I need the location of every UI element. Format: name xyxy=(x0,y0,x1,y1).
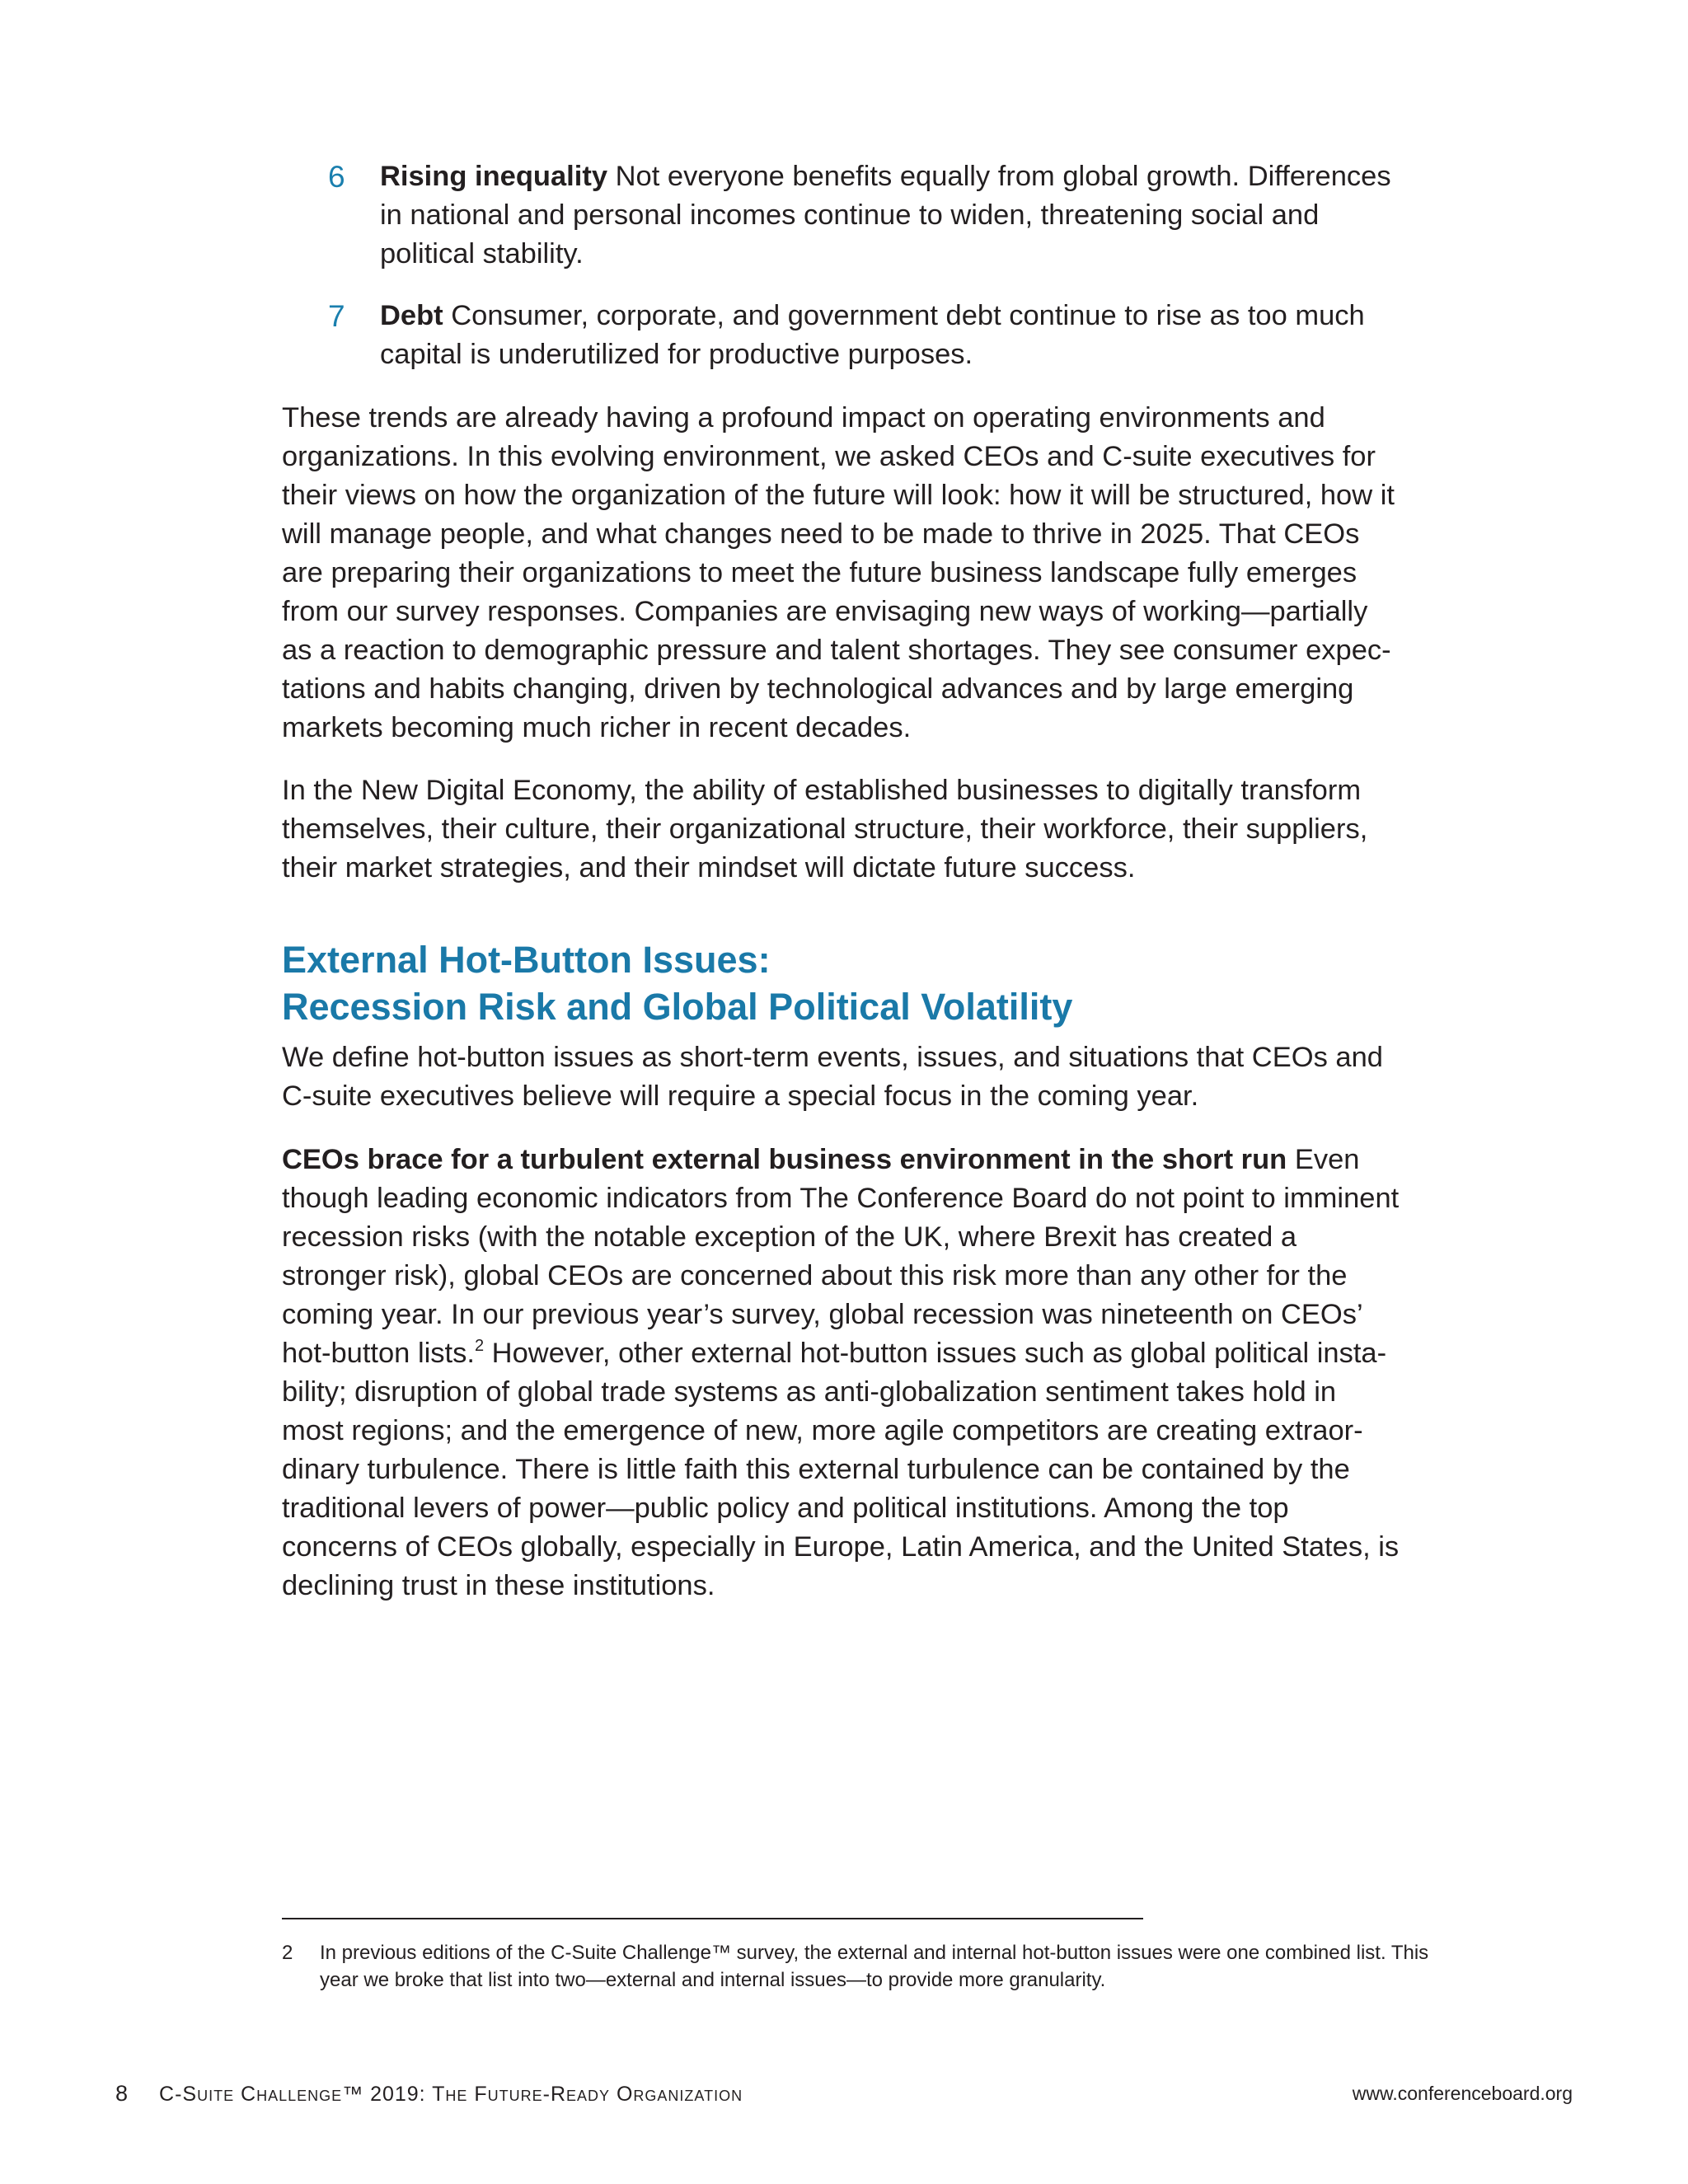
list-item-title: Debt xyxy=(380,300,443,331)
paragraph-trends: These trends are already having a profound impact on operating environments and organizations. In this evolving environment, we asked CEOs and C-suite executives for their views on how the organization of the future will look: how it will be structured, how it will manage people, and what changes need to be made to thrive in 2025. That CEOs are preparing their organizations to meet the future business landscape fully emerges from our survey responses. Companies are envisaging new ways of working—partially as a reaction to demographic pressure and talent shortages. They see consumer expec-tations and habits changing, driven by technological advances and by large emerging markets becoming much richer in recent decades. xyxy=(282,402,1395,743)
list-item-debt xyxy=(380,297,1402,374)
paragraph-text-a: Even though leading economic indicators from The Conference Board do not point to imminent recession risks (with the notable exception of the UK, where Brexit has created a stronger risk), global CEOs are concerned about this risk more than any other for the coming year. In our previous year’s survey, global recession was nineteenth on CEOs’ hot-button lists. xyxy=(282,1144,1400,1369)
footnote-number: 2 xyxy=(282,1942,293,1964)
paragraph-lead-in: CEOs brace for a turbulent external business environment in the short run xyxy=(282,1144,1287,1175)
footnote xyxy=(282,1939,1452,1994)
list-item-title: Rising inequality xyxy=(380,161,608,192)
footnote-divider xyxy=(282,1918,1143,1919)
list-item-text: Consumer, corporate, and government debt continue to rise as too much capital is underutilized for productive purposes. xyxy=(380,300,1365,370)
list-item-text: Not everyone benefits equally from global growth. Differences in national and personal incomes continue to widen, threatening social and political stability. xyxy=(380,161,1391,269)
list-number-7: 7 xyxy=(328,299,345,333)
section-heading-line1: External Hot-Button Issues: xyxy=(282,939,771,981)
publication-title: C-Suite Challenge™ 2019: The Future-Ready Organization xyxy=(159,2083,743,2106)
list-item-rising-inequality xyxy=(380,157,1402,274)
website-link[interactable]: www.conferenceboard.org xyxy=(1352,2083,1573,2104)
section-heading-line2: Recession Risk and Global Political Volatility xyxy=(282,986,1073,1028)
paragraph-definition: We define hot-button issues as short-term events, issues, and situations that CEOs and C-suite executives believe will require a special focus in the coming year. xyxy=(282,1042,1383,1112)
list-number-6: 6 xyxy=(328,160,345,194)
paragraph-text-b: However, other external hot-button issues such as global political insta-bility; disruption of global trade systems as anti-globalization sentiment takes hold in most regions; and the emergence of new, more agile competitors are creating extraor-dinary turbulence. There is little faith this external turbulence can be contained by the traditional levers of power—public policy and political institutions. Among the top concerns of CEOs globally, especially in Europe, Latin America, and the United States, is declining trust in these institutions. xyxy=(282,1338,1400,1601)
paragraph-digital-economy: In the New Digital Economy, the ability of established businesses to digitally transform themselves, their culture, their organizational structure, their workforce, their suppliers, their market strategies, and their mindset will dictate future success. xyxy=(282,775,1368,883)
paragraph-ceos-brace xyxy=(282,1141,1403,1605)
page-footer xyxy=(115,2080,743,2107)
footnote-reference[interactable]: 2 xyxy=(474,1337,485,1355)
section-heading xyxy=(282,936,1436,1030)
page-number: 8 xyxy=(115,2081,129,2106)
footnote-text: In previous editions of the C-Suite Challenge™ survey, the external and internal hot-button issues were one combined list. This year we broke that list into two—external and internal issues—to provide more granularity. xyxy=(320,1942,1429,1991)
